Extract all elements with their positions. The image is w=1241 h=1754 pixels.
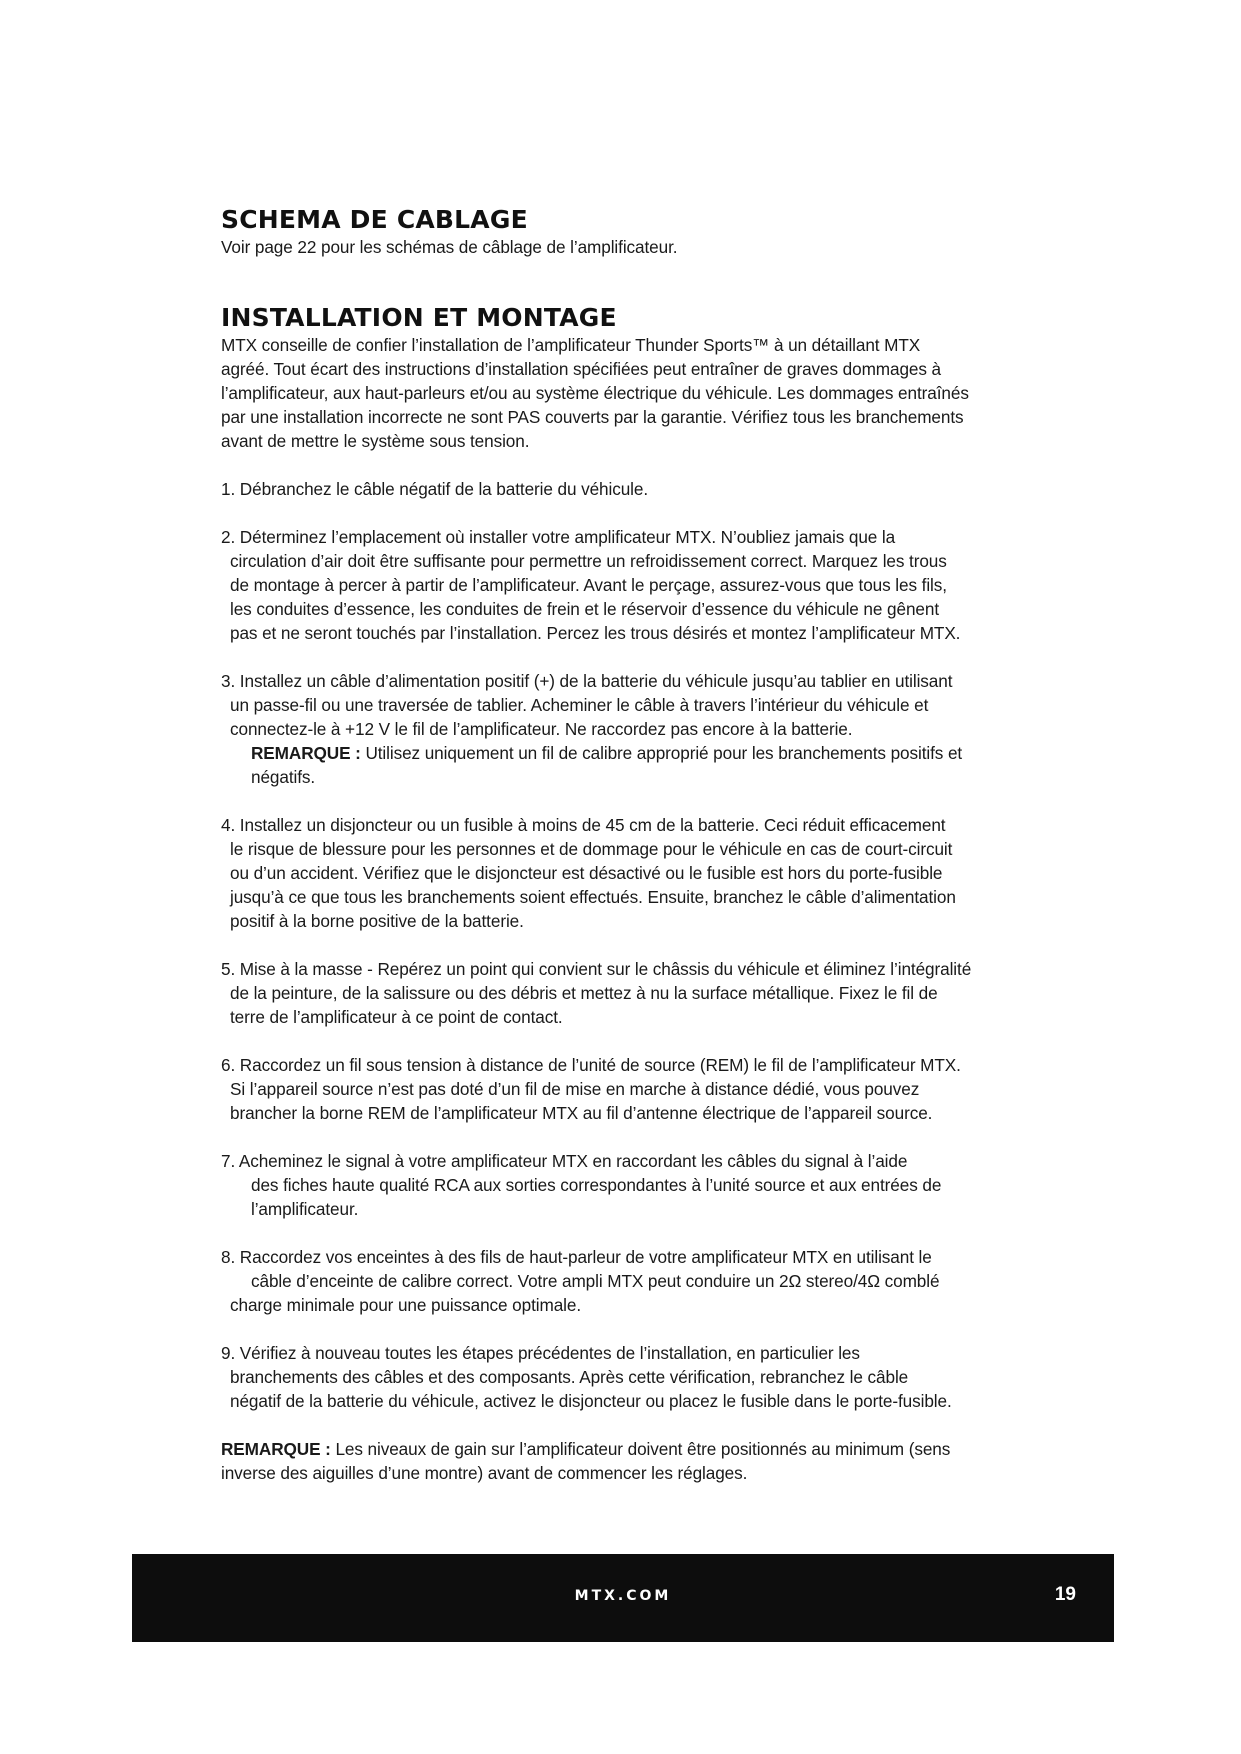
step-3: [221, 669, 1021, 789]
step-line: Si l’appareil source n’est pas doté d’un fil de mise en marche à distance dédié, vous pouvez: [230, 1079, 920, 1099]
step-line: ou d’un accident. Vérifiez que le disjoncteur est désactivé ou le fusible est hors du porte-fusible: [230, 863, 943, 883]
installation-intro: [221, 333, 1021, 453]
step-line: brancher la borne REM de l’amplificateur MTX au fil d’antenne électrique de l’appareil source.: [230, 1103, 933, 1123]
step-line: branchements des câbles et des composants. Après cette vérification, rebranchez le câble: [230, 1367, 909, 1387]
note-text: Utilisez uniquement un fil de calibre approprié pour les branchements positifs et: [360, 743, 963, 763]
step-line: les conduites d’essence, les conduites de frein et le réservoir d’essence du véhicule ne gênent: [230, 599, 939, 619]
step-line: 9. Vérifiez à nouveau toutes les étapes précédentes de l’installation, en particulier les: [221, 1343, 860, 1363]
step-line: 3. Installez un câble d’alimentation positif (+) de la batterie du véhicule jusqu’au tablier en utilisant: [221, 671, 953, 691]
step-6: [221, 1053, 1021, 1125]
step-line: 8. Raccordez vos enceintes à des fils de haut-parleur de votre amplificateur MTX en utilisant le: [221, 1247, 932, 1267]
step-1: [221, 477, 1021, 501]
page-number: 19: [1054, 1584, 1076, 1605]
page-content: [221, 205, 1021, 1485]
step-4: [221, 813, 1021, 933]
step-line: 6. Raccordez un fil sous tension à distance de l’unité de source (REM) le fil de l’amplificateur MTX.: [221, 1055, 961, 1075]
spacer: [221, 259, 1021, 303]
step-5: [221, 957, 1021, 1029]
intro-line: avant de mettre le système sous tension.: [221, 431, 530, 451]
final-note: [221, 1437, 1021, 1485]
step-line: le risque de blessure pour les personnes et de dommage pour le véhicule en cas de court-circuit: [230, 839, 953, 859]
step-7: [221, 1149, 1021, 1221]
installation-title: INSTALLATION ET MONTAGE: [221, 303, 617, 332]
step-line: 1. Débranchez le câble négatif de la batterie du véhicule.: [221, 479, 649, 499]
step-line: un passe-fil ou une traversée de tablier. Acheminer le câble à travers l’intérieur du véhicule et: [230, 695, 929, 715]
step-line: l’amplificateur.: [251, 1199, 359, 1219]
final-note-line: inverse des aiguilles d’une montre) avant de commencer les réglages.: [221, 1463, 748, 1483]
step-line: de montage à percer à partir de l’amplificateur. Avant le perçage, assurez-vous que tous les fils,: [230, 575, 947, 595]
step-8: [221, 1245, 1021, 1317]
step-line: négatif de la batterie du véhicule, activez le disjoncteur ou placez le fusible dans le porte-fusible.: [230, 1391, 952, 1411]
step-line: des fiches haute qualité RCA aux sorties correspondantes à l’unité source et aux entrées de: [251, 1175, 942, 1195]
step-line: 7. Acheminez le signal à votre amplificateur MTX en raccordant les câbles du signal à l’aide: [221, 1151, 908, 1171]
step-line: pas et ne seront touchés par l’installation. Percez les trous désirés et montez l’amplificateur MTX.: [230, 623, 961, 643]
step-line: charge minimale pour une puissance optimale.: [230, 1295, 582, 1315]
intro-line: MTX conseille de confier l’installation de l’amplificateur Thunder Sports™ à un détaillant MTX: [221, 335, 921, 355]
step-line: positif à la borne positive de la batterie.: [230, 911, 524, 931]
step-3-note: [221, 741, 1021, 765]
step-line: de la peinture, de la salissure ou des débris et mettez à nu la surface métallique. Fixez le fil de: [230, 983, 938, 1003]
step-line: négatifs.: [251, 767, 316, 787]
note-label: REMARQUE :: [251, 743, 361, 763]
step-line: jusqu’à ce que tous les branchements soient effectués. Ensuite, branchez le câble d’alimentation: [230, 887, 956, 907]
intro-line: agréé. Tout écart des instructions d’installation spécifiées peut entraîner de graves dommages à: [221, 359, 942, 379]
step-line: terre de l’amplificateur à ce point de contact.: [230, 1007, 563, 1027]
step-line: circulation d’air doit être suffisante pour permettre un refroidissement correct. Marquez les trous: [230, 551, 947, 571]
intro-line: par une installation incorrecte ne sont PAS couverts par la garantie. Vérifiez tous les branchements: [221, 407, 964, 427]
intro-line: l’amplificateur, aux haut-parleurs et/ou au système électrique du véhicule. Les dommages entraînés: [221, 383, 969, 403]
step-line: câble d’enceinte de calibre correct. Votre ampli MTX peut conduire un 2Ω stereo/4Ω comblé: [251, 1271, 940, 1291]
cablage-text: Voir page 22 pour les schémas de câblage de l’amplificateur.: [221, 237, 678, 257]
step-line: 4. Installez un disjoncteur ou un fusible à moins de 45 cm de la batterie. Ceci réduit efficacement: [221, 815, 946, 835]
step-line: connectez-le à +12 V le fil de l’amplificateur. Ne raccordez pas encore à la batterie.: [230, 719, 853, 739]
final-note-line: [221, 1437, 1021, 1461]
note-label: REMARQUE :: [221, 1439, 331, 1459]
footer-website: MTX.COM: [574, 1588, 672, 1604]
step-line: 5. Mise à la masse - Repérez un point qui convient sur le châssis du véhicule et éliminez l’intégralité: [221, 959, 972, 979]
cablage-title: SCHEMA DE CABLAGE: [221, 205, 528, 234]
step-2: [221, 525, 1021, 645]
note-text: Les niveaux de gain sur l’amplificateur doivent être positionnés au minimum (sens: [330, 1439, 951, 1459]
step-line: 2. Déterminez l’emplacement où installer votre amplificateur MTX. N’oubliez jamais que la: [221, 527, 896, 547]
footer-bar: [132, 1554, 1114, 1642]
step-9: [221, 1341, 1021, 1413]
